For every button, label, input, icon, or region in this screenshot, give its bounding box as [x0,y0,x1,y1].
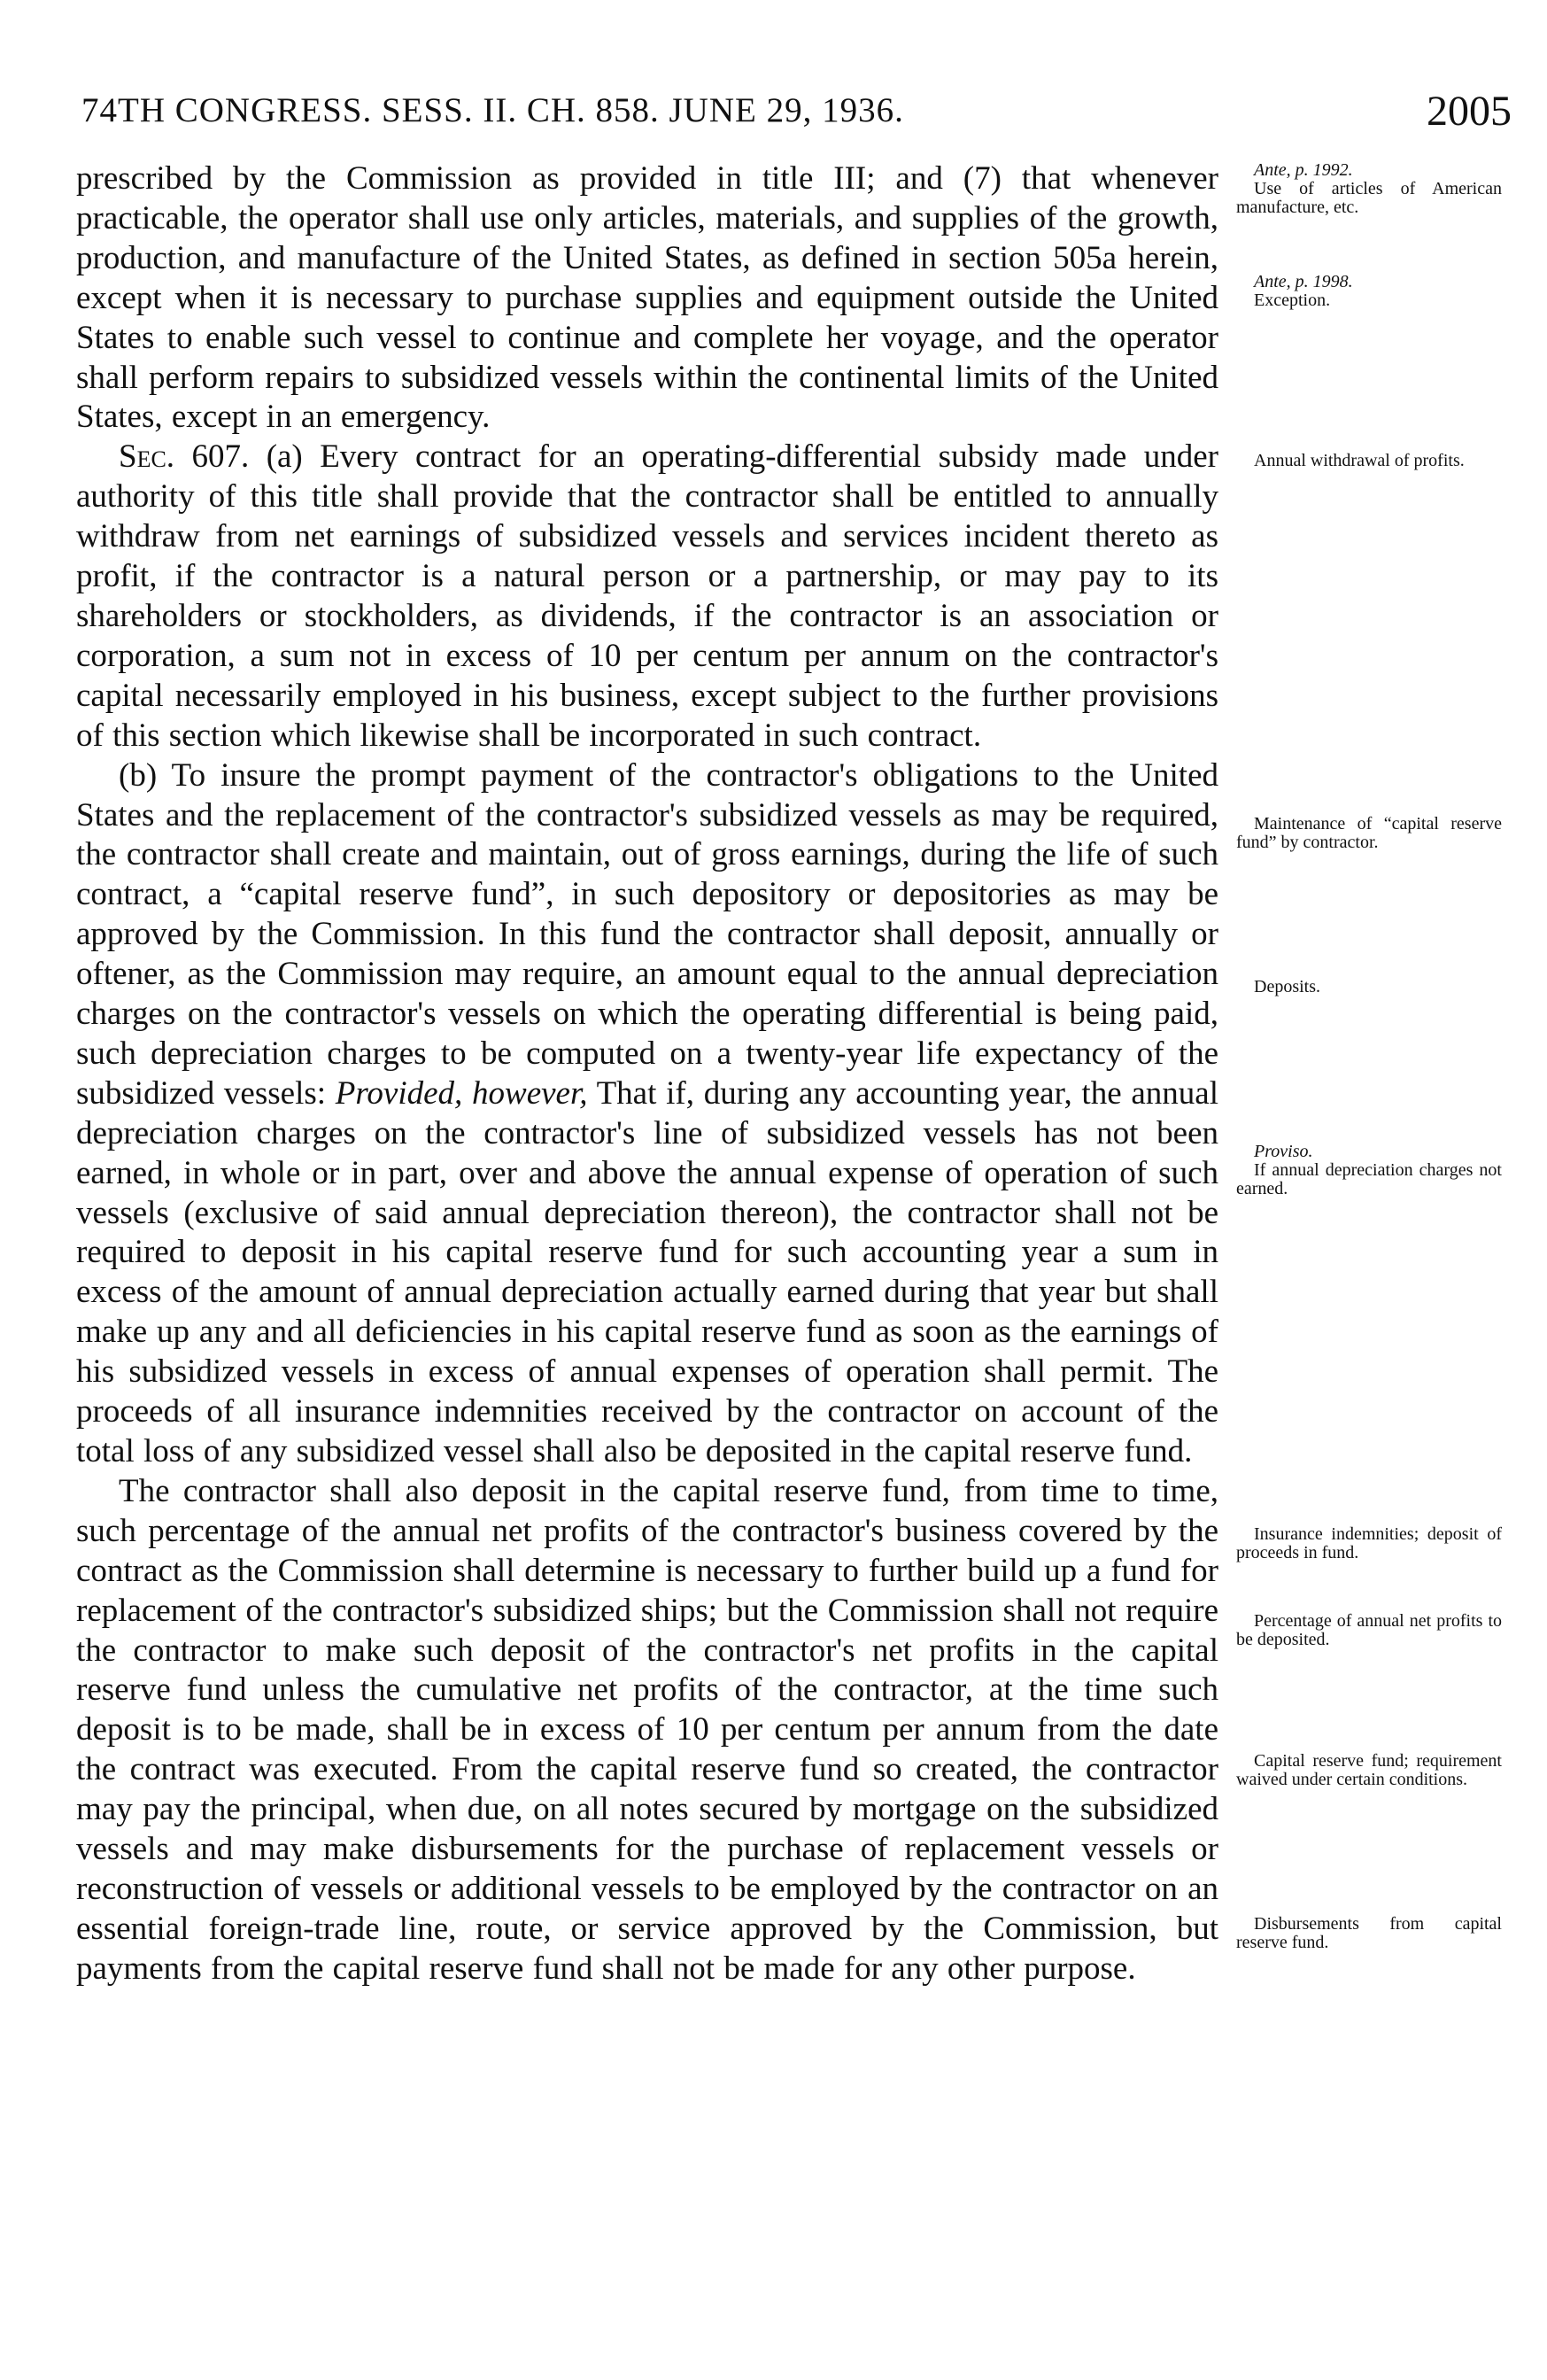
section-607b-text-start: (b) To insure the prompt payment of the contractor's obligations to the United States and the replacement of the contractor's subsidized vessels as may be required, the contractor shall create and maintain, out of gross earnings, during the life of such contract, a “capital reserve fund”, in such depository or depositories as may be approved by the Commission. In this fund the contractor shall deposit, annually or oftener, as the Commission may require, an amount equal to the annual depreciation charges on the contractor's vessels on which the operating differential is being paid, such depreciation charges to be computed on a twenty-year life expectancy of the subsidized vessels: [76,756,1218,1112]
main-text [76,159,1218,1989]
margin-citation: Proviso. [1254,1142,1313,1161]
margin-note-exception: Ante, p. 1998. Exception. [1236,273,1502,310]
margin-note-proviso: Proviso. If annual depreciation charges not earned. [1236,1142,1502,1198]
section-607b-text-end: That if, during any accounting year, the annual depreciation charges on the contractor's line of subsidized vessels has not been earned, in whole or in part, over and above the annual expense of operation of such vessels (exclusive of said annual depreciation thereon), the contractor shall not be required to deposit in his capital reserve fund for such accounting year a sum in excess of the amount of annual depreciation actually earned during that year but shall make up any and all deficiencies in his capital reserve fund as soon as the earnings of his subsidized vessels in excess of annual expenses of operation shall permit. The proceeds of all insurance indemnities received by the contractor on account of the total loss of any subsidized vessel shall also be deposited in the capital reserve fund. [76,1074,1218,1469]
margin-note-deposits: Deposits. [1254,977,1320,996]
margin-note-requirement-waived: Capital reserve fund; requirement waived under certain conditions. [1236,1751,1502,1789]
margin-note-disbursements: Disbursements from capital reserve fund. [1236,1914,1502,1952]
margin-note-american-articles: Ante, p. 1992. Use of articles of American manufacture, etc. [1236,160,1502,217]
margin-note-annual-withdrawal: Annual withdrawal of profits. [1254,451,1465,470]
margin-citation: Ante, p. 1998. [1254,272,1353,291]
margin-citation: Ante, p. 1992. [1254,160,1353,180]
page-number: 2005 [1427,88,1512,135]
margin-note-net-profits: Percentage of annual net profits to be deposited. [1236,1611,1502,1649]
section-label: Sec. [119,438,175,476]
section-607a-text: 607. (a) Every contract for an operating-differential subsidy made under authority of this title shall provide that the contractor shall be entitled to annually withdraw from net earnings of subsidized vessels and services incident thereto as profit, if the contractor is a natural person or a partnership, or may pay to its shareholders or stockholders, as dividends, if the contractor is an association or corporation, a sum not in excess of 10 per centum per annum on the contractor's capital necessarily employed in his business, except subject to the further provisions of this section which likewise shall be incorporated in such contract. [76,438,1218,754]
paragraph-section-607a [76,438,1218,756]
paragraph-net-profits-deposit: The contractor shall also deposit in the capital reserve fund, from time to time, such percentage of the annual net profits of the contractor's business covered by the contract as the Commission shall determine is necessary to further build up a fund for replacement of the contractor's subsidized ships; but the Commission shall not require the contractor to make such deposit of the contractor's net profits in the capital reserve fund unless the cumulative net profits of the contractor, at the time such deposit is to be made, shall be in excess of 10 per centum per annum from the date the contract was executed. From the capital reserve fund so created, the contractor may pay the principal, when due, on all notes secured by mortgage on the subsidized vessels and may make disbursements for the purchase of replacement vessels or reconstruction of vessels or additional vessels to be employed by the contractor on an essential foreign-trade line, route, or service approved by the Commission, but payments from the capital reserve fund shall not be made for any other purpose. [76,1472,1218,1987]
paragraph-operator-supplies: prescribed by the Commission as provided in title III; and (7) that whenever practicable, the operator shall use only articles, materials, and supplies of the growth, production, and manufacture of the United States, as defined in section 505a herein, except when it is necessary to purchase supplies and equipment outside the United States to enable such vessel to continue and complete her voyage, and the operator shall perform repairs to subsidized vessels within the continental limits of the United States, except in an emergency. [76,160,1218,436]
paragraph-section-607b [76,756,1218,1472]
proviso-phrase: Provided, however, [335,1074,588,1112]
margin-note-insurance: Insurance indemnities; deposit of proceeds in fund. [1236,1524,1502,1562]
page-header [81,90,1512,135]
running-head: 74TH CONGRESS. SESS. II. CH. 858. JUNE 29, 1936. [81,91,904,129]
margin-note-capital-reserve-fund: Maintenance of “capital reserve fund” by contractor. [1236,814,1502,852]
